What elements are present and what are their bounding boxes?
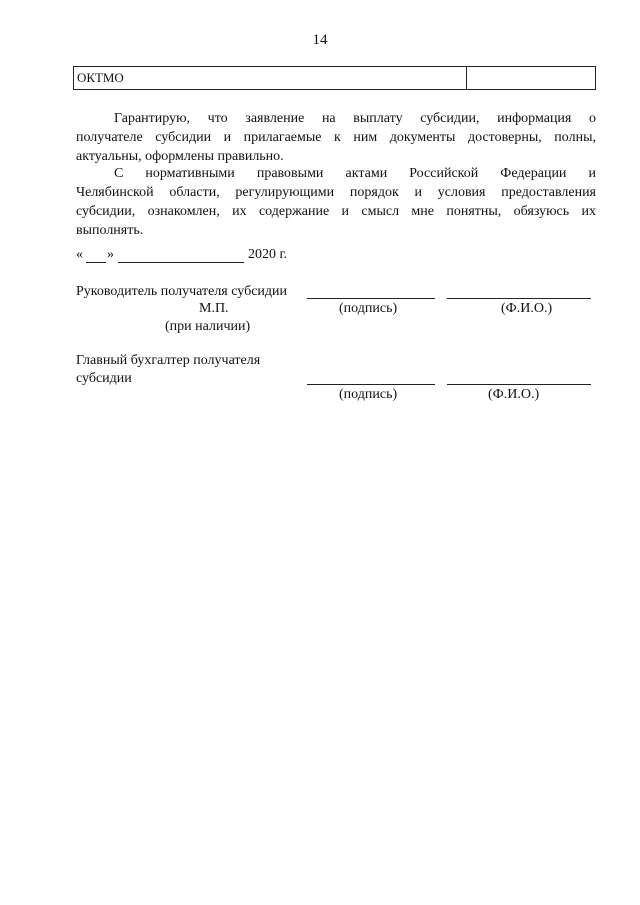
guarantee-line: Гарантирую, что заявление на выплату субсидии, информация о (114, 111, 596, 126)
accountant-signature-caption: (подпись) (339, 387, 398, 402)
date-close-quote: » (107, 247, 114, 262)
accountant-label-line1: Главный бухгалтер получателя (76, 353, 261, 368)
accountant-label-line2: субсидии (76, 371, 132, 386)
oktmo-label: ОКТМО (77, 70, 124, 85)
guarantee-paragraph (76, 109, 596, 166)
accountant-name-caption: (Ф.И.О.) (488, 387, 540, 402)
head-signature-caption: (подпись) (339, 301, 398, 316)
acquaintance-paragraph (76, 164, 596, 240)
guarantee-line: актуальны, оформлены правильно. (76, 149, 284, 164)
date-day-line (86, 262, 106, 263)
acquaintance-line: выполнять. (76, 223, 144, 238)
date-open-quote: « (76, 247, 83, 262)
date-year: 2020 г. (248, 247, 288, 262)
acquaintance-line: С нормативными правовыми актами Российской Федерации и (114, 166, 596, 181)
oktmo-table (73, 66, 596, 90)
guarantee-line: получателе субсидии и прилагаемые к ним документы достоверны, полны, (76, 130, 596, 145)
oktmo-divider (466, 67, 467, 89)
head-name-caption: (Ф.И.О.) (501, 301, 553, 316)
head-name-line (447, 298, 591, 299)
page-number: 14 (312, 32, 328, 48)
acquaintance-line: Челябинской области, регулирующими порядок и условия предоставления (76, 185, 596, 200)
date-month-line (118, 262, 244, 263)
accountant-name-line (447, 384, 591, 385)
head-signature-line (307, 298, 435, 299)
stamp-label: М.П. (199, 301, 229, 316)
accountant-signature-line (307, 384, 435, 385)
head-label: Руководитель получателя субсидии (76, 284, 288, 299)
stamp-note: (при наличии) (165, 319, 251, 334)
acquaintance-line: субсидии, ознакомлен, их содержание и смысл мне понятны, обязуюсь их (76, 204, 596, 219)
